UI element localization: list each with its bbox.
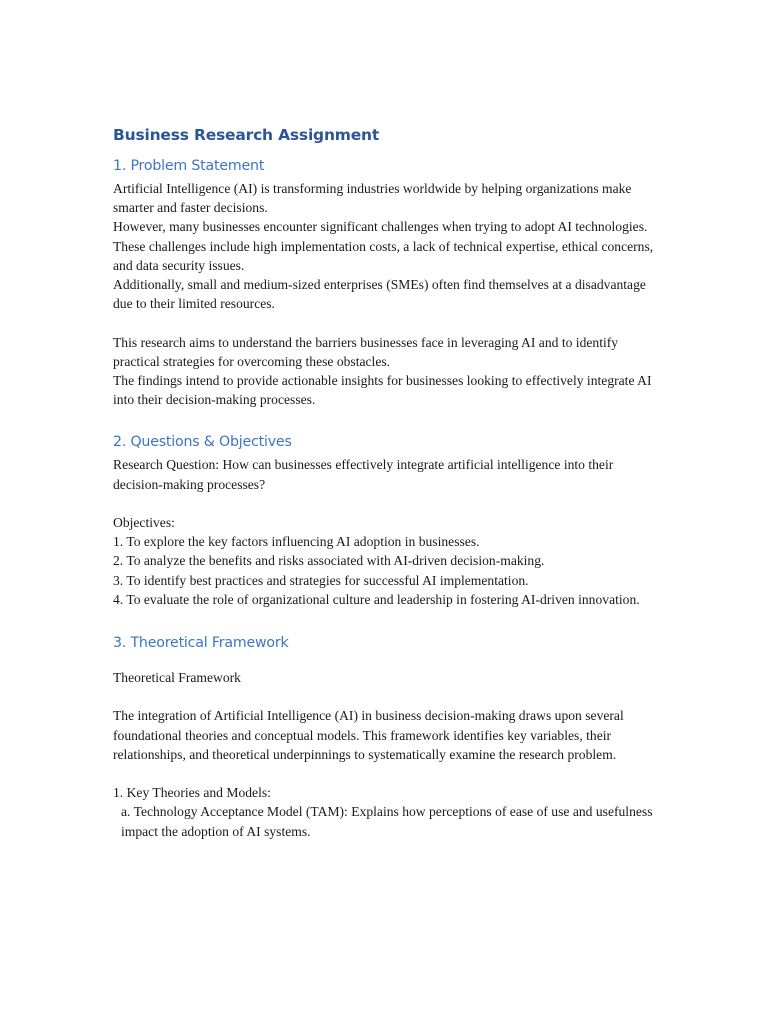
document-page: [113, 123, 658, 841]
paragraph: These challenges include high implementation costs, a lack of technical expertise, ethical concerns, and data security issues.: [113, 238, 654, 273]
research-question: Research Question: How can businesses effectively integrate artificial intelligence into their decision-making processes?: [113, 457, 614, 492]
paragraph: This research aims to understand the barriers businesses face in leveraging AI and to identify practical strategies for overcoming these obstacles.: [113, 334, 619, 369]
heading-gap: [113, 656, 658, 668]
framework-subtitle: Theoretical Framework: [113, 670, 241, 686]
objectives-label: Objectives:: [113, 515, 175, 531]
blank-line: [113, 313, 658, 332]
section-heading: 3. Theoretical Framework: [113, 635, 289, 652]
section-gap: [113, 409, 658, 431]
paragraph: The findings intend to provide actionable insights for businesses looking to effectively integrate AI into their decision-making processes.: [113, 373, 652, 408]
blank-line: [113, 494, 658, 513]
section-problem-statement: [113, 155, 658, 409]
key-theory-item: a. Technology Acceptance Model (TAM): Explains how perceptions of ease of use and usefulness impact the adoption of AI systems.: [121, 804, 653, 839]
paragraph: Artificial Intelligence (AI) is transforming industries worldwide by helping organizations make smarter and faster decisions.: [113, 181, 632, 216]
section-theoretical-framework: [113, 632, 658, 841]
framework-intro: The integration of Artificial Intelligence (AI) in business decision-making draws upon several foundational theories and conceptual models. This framework identifies key variables, their relationships, and theoretical underpinnings to systematically examine the research problem.: [113, 708, 624, 762]
document-title: Business Research Assignment: [113, 126, 380, 144]
paragraph: Additionally, small and medium-sized enterprises (SMEs) often find themselves at a disadvantage due to their limited resources.: [113, 277, 646, 312]
section-gap: [113, 609, 658, 632]
section-questions-objectives: [113, 431, 658, 609]
objective-item: 3. To identify best practices and strategies for successful AI implementation.: [113, 572, 529, 588]
key-theories-label: 1. Key Theories and Models:: [113, 785, 271, 801]
objective-item: 1. To explore the key factors influencing AI adoption in businesses.: [113, 534, 480, 550]
section-heading: 1. Problem Statement: [113, 158, 265, 174]
blank-line: [113, 687, 658, 706]
section-heading: 2. Questions & Objectives: [113, 434, 292, 451]
objective-item: 2. To analyze the benefits and risks associated with AI-driven decision-making.: [113, 553, 545, 569]
objective-item: 4. To evaluate the role of organizational culture and leadership in fostering AI-driven innovation.: [113, 591, 640, 607]
paragraph: However, many businesses encounter significant challenges when trying to adopt AI technologies.: [113, 219, 648, 235]
blank-line: [113, 764, 658, 783]
